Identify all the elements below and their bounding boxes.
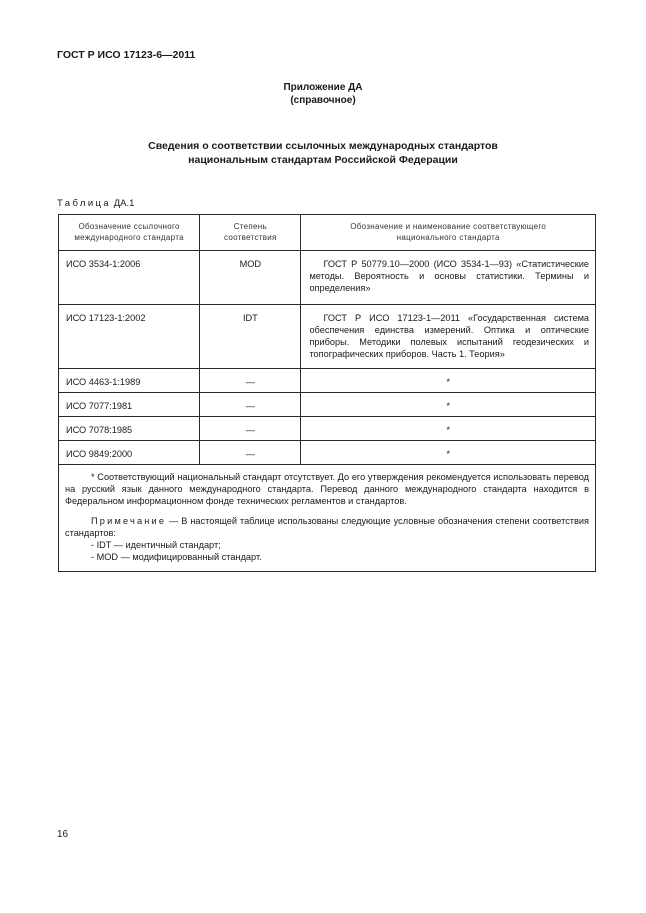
header-col-ref-line2: международного стандарта	[74, 233, 184, 242]
table-caption-label: Таблица	[57, 198, 112, 209]
annex-heading	[0, 81, 646, 107]
table-footer-row	[59, 465, 596, 572]
table-row	[59, 417, 596, 441]
header-col-ref-line1: Обозначение ссылочного	[78, 222, 180, 231]
footnote: * Соответствующий национальный стандарт отсутствует. До его утверждения рекомендуется использовать перевод на русский язык данного международного стандарта. Перевод данного международного стандарта находится в Федеральном информационном фонде технических регламентов и стандартов.	[65, 472, 589, 506]
section-title	[0, 139, 646, 167]
header-col-national-line1: Обозначение и наименование соответствующего	[350, 222, 547, 231]
national-standard: *	[301, 369, 596, 393]
table-row	[59, 441, 596, 465]
note-item: - IDT — идентичный стандарт;	[91, 540, 221, 550]
ref-standard: ИСО 4463-1:1989	[59, 369, 200, 393]
annex-kind: (справочное)	[290, 95, 356, 106]
table-caption	[57, 198, 134, 209]
correspondence-table	[58, 214, 596, 572]
header-col-degree-line1: Степень	[233, 222, 267, 231]
note-item: - MOD — модифицированный стандарт.	[91, 552, 262, 562]
national-standard	[301, 305, 596, 369]
degree: —	[200, 441, 301, 465]
table-row	[59, 305, 596, 369]
ref-standard: ИСО 7077:1981	[59, 393, 200, 417]
note-label: Примечание	[91, 516, 167, 526]
national-standard	[301, 251, 596, 305]
degree: —	[200, 393, 301, 417]
table-row	[59, 393, 596, 417]
page-number: 16	[57, 829, 69, 840]
annex-title: Приложение ДА	[283, 82, 363, 93]
ref-standard: ИСО 9849:2000	[59, 441, 200, 465]
table-row	[59, 369, 596, 393]
national-standard: *	[301, 393, 596, 417]
header-col-national-line2: национального стандарта	[396, 233, 500, 242]
section-title-line2: национальным стандартам Российской Федерации	[188, 154, 458, 166]
degree: —	[200, 369, 301, 393]
ref-standard: ИСО 7078:1985	[59, 417, 200, 441]
note	[65, 515, 589, 539]
ref-standard: ИСО 3534-1:2006	[59, 251, 200, 305]
header-col-ref	[59, 215, 200, 251]
table-header-row	[59, 215, 596, 251]
degree: MOD	[200, 251, 301, 305]
header-col-national	[301, 215, 596, 251]
header-col-degree	[200, 215, 301, 251]
table-footer	[59, 465, 596, 572]
ref-standard: ИСО 17123-1:2002	[59, 305, 200, 369]
national-standard: *	[301, 441, 596, 465]
section-title-line1: Сведения о соответствии ссылочных международных стандартов	[148, 140, 498, 152]
note-text: — В настоящей таблице использованы следующие условные обозначения степени соответствия стандартов:	[65, 516, 589, 538]
degree: —	[200, 417, 301, 441]
table-row	[59, 251, 596, 305]
national-standard-text: ГОСТ Р ИСО 17123-1—2011 «Государственная система обеспечения единства измерений. Оптика и оптические приборы. Методики полевых испытаний геодезических и топографических приборов. Часть 1. Теория»	[309, 313, 589, 359]
national-standard-text: ГОСТ Р 50779.10—2000 (ИСО 3534-1—93) «Статистические методы. Вероятность и основы статистики. Термины и определения»	[309, 259, 589, 293]
document-header: ГОСТ Р ИСО 17123-6—2011	[57, 49, 196, 61]
table-caption-id: ДА.1	[113, 198, 135, 209]
degree: IDT	[200, 305, 301, 369]
national-standard: *	[301, 417, 596, 441]
header-col-degree-line2: соответствия	[223, 233, 277, 242]
